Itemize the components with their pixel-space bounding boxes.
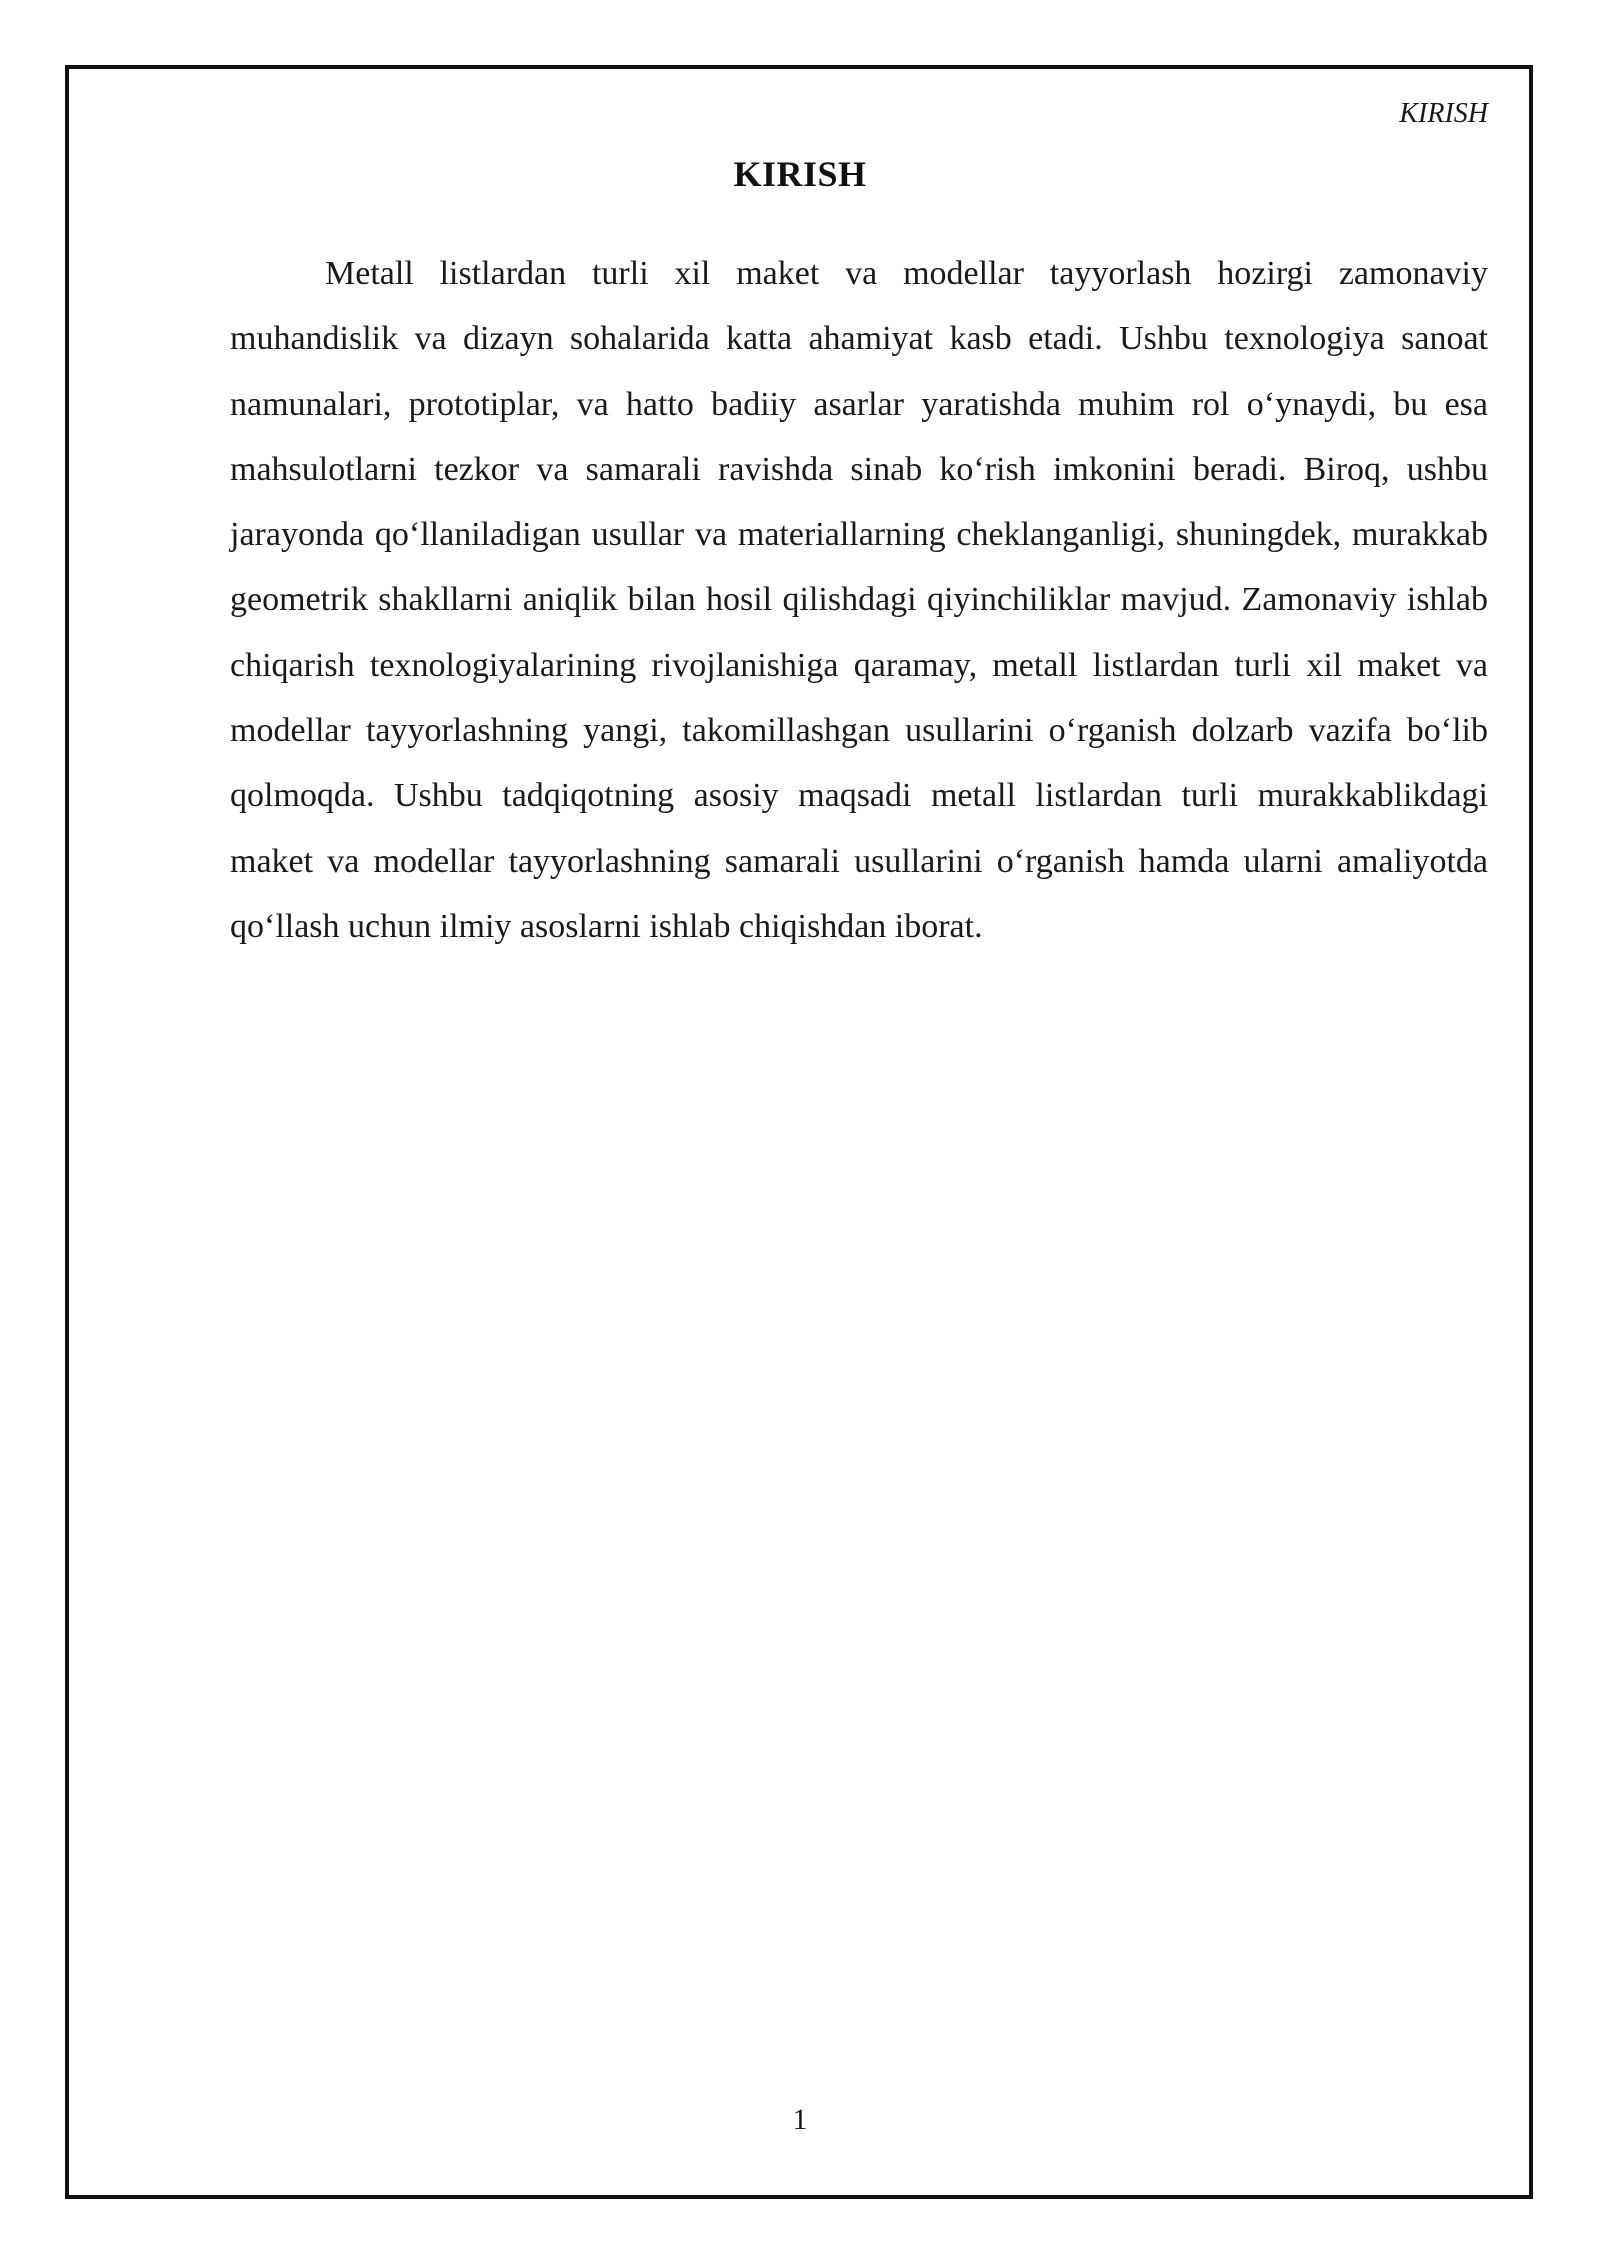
page-title: KIRISH	[733, 154, 867, 194]
running-header: KIRISH	[1399, 98, 1488, 129]
body-paragraph: Metall listlardan turli xil maket va modellar tayyorlash hozirgi zamonaviy muhandislik va dizayn sohalarida katta ahamiyat kasb etadi. Ushbu texnologiya sanoat namunalari, prototiplar, va hatto badiiy asarlar yaratishda muhim rol o‘ynaydi, bu esa mahsulotlarni tezkor va samarali ravishda sinab ko‘rish imkonini beradi. Biroq, ushbu jarayonda qo‘llaniladigan usullar va materiallarning cheklanganligi, shuningdek, murakkab geometrik shakllarni aniqlik bilan hosil qilishdagi qiyinchiliklar mavjud. Zamonaviy ishlab chiqarish texnologiyalarining rivojlanishiga qaramay, metall listlardan turli xil maket va modellar tayyorlashning yangi, takomillashgan usullarini o‘rganish dolzarb vazifa bo‘lib qolmoqda. Ushbu tadqiqotning asosiy maqsadi metall listlardan turli murakkablikdagi maket va modellar tayyorlashning samarali usullarini o‘rganish hamda ularni amaliyotda qo‘llash uchun ilmiy asoslarni ishlab chiqishdan iborat.	[230, 255, 1488, 945]
page-number: 1	[792, 2103, 808, 2136]
